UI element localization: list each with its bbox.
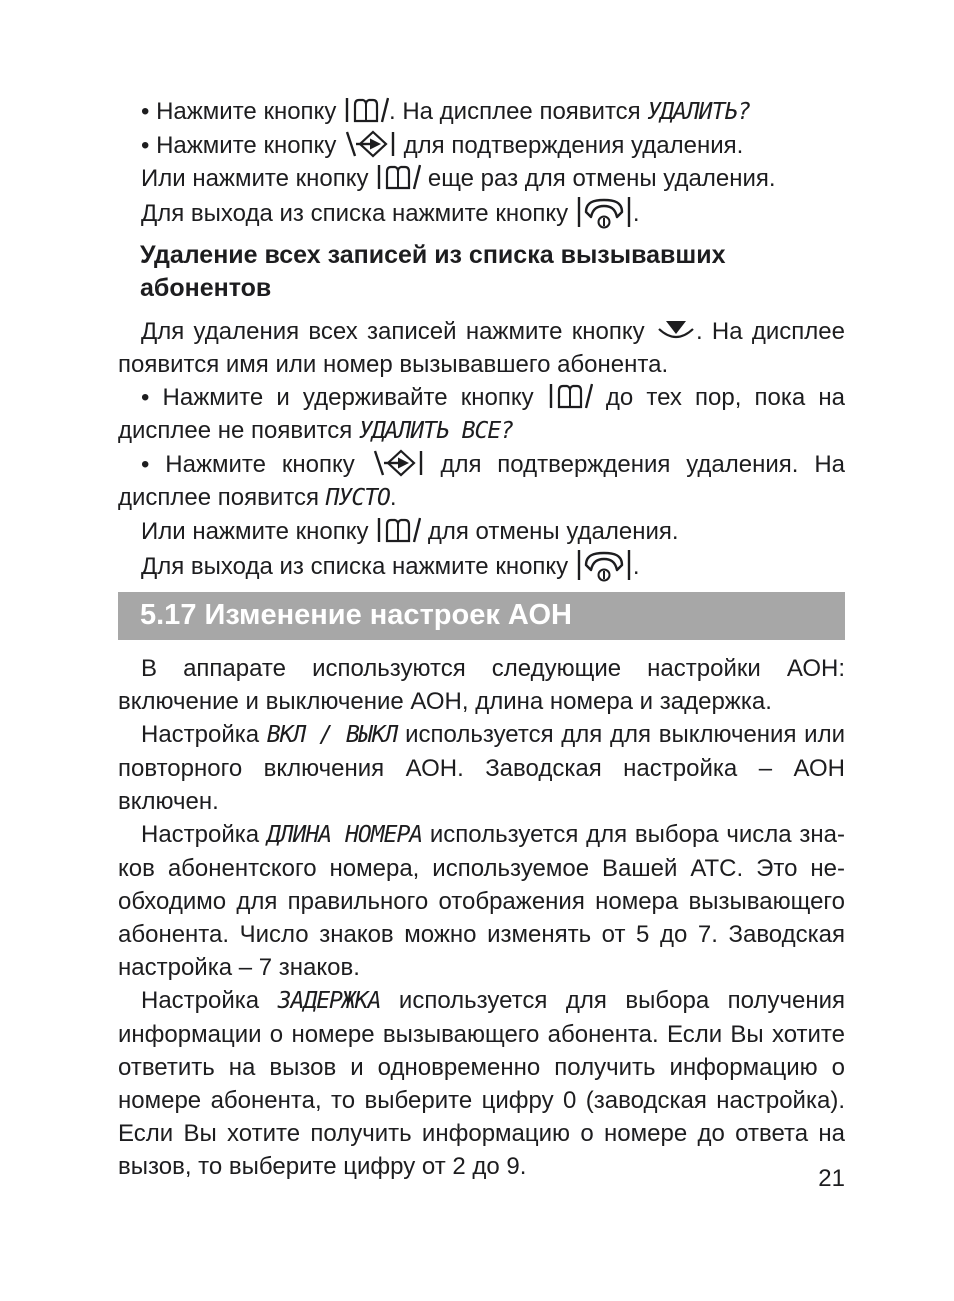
lcd-display-text: ДЛИНА НОМЕРА — [266, 822, 423, 848]
phonebook-key-icon — [375, 515, 421, 545]
lcd-display-text: ВКЛ / ВЫКЛ — [266, 722, 398, 748]
hang-up-key-icon — [575, 195, 633, 231]
paragraph: Настройка ЗАДЕРЖКА используется для выбора получения информации о номере вызывающего абонента. Если Вы хотите ответить на вызов и одновременно получить информацию о номере абонента, то выберите цифру 0 (заводская настройка). Если Вы хотите получить информацию о номере до ответа на вызов, то выберите цифру от 2 до 9. — [118, 987, 845, 1180]
paragraph: Настройка ДЛИНА НОМЕРА используется для выбора числа знаков абонентского номера, используемое Вашей АТС. Это необходимо для правильного отображения номера вызывающего абонента. Число знаков можно изменять от 5 до 7. Заводская настройка – 7 знаков. — [118, 821, 846, 981]
lcd-display-text: ПУСТО — [325, 485, 390, 511]
phonebook-key-icon — [547, 381, 593, 411]
phonebook-key-icon — [375, 162, 421, 192]
lcd-display-text: ЗАДЕРЖКА — [277, 988, 381, 1014]
confirm-key-icon — [371, 448, 425, 478]
down-arrow-key-icon — [654, 317, 696, 343]
paragraph: Или нажмите кнопку для отмены удаления. — [118, 515, 845, 548]
subsection-heading: Удаление всех записей из списка вызывавших абонентов — [140, 241, 726, 302]
document-page-body — [118, 95, 845, 1183]
paragraph: В аппарате используются следующие настройки АОН: включение и выключение АОН, длина номера и задержка. — [118, 655, 845, 715]
page-number: 21 — [818, 1165, 845, 1192]
lcd-display-text: УДАЛИТЬ? — [647, 99, 751, 125]
section-heading-bar: 5.17 Изменение настроек АОН — [118, 592, 845, 640]
document-blocks — [118, 95, 845, 1183]
lcd-display-text: УДАЛИТЬ ВСЕ? — [358, 418, 514, 444]
paragraph: Для выхода из списка нажмите кнопку . — [118, 548, 845, 584]
confirm-key-icon — [343, 129, 397, 159]
paragraph: • Нажмите и удерживайте кнопку до тех пор, пока на дисплее не появится УДАЛИТЬ ВСЕ? — [118, 381, 845, 448]
paragraph: • Нажмите кнопку для подтверждения удаления. На дисплее появится ПУСТО. — [118, 448, 845, 515]
paragraph: Или нажмите кнопку еще раз для отмены удаления. — [118, 162, 845, 195]
paragraph: • Нажмите кнопку . На дисплее появится УДАЛИТЬ? — [118, 95, 845, 129]
paragraph: • Нажмите кнопку для подтверждения удаления. — [118, 129, 845, 162]
paragraph: Для удаления всех записей нажмите кнопку . На дисплее появится имя или номер вызывавшего абонента. — [118, 318, 845, 378]
hang-up-key-icon — [575, 548, 633, 584]
paragraph: Настройка ВКЛ / ВЫКЛ используется для для выключения или повторного включения АОН. Заводская настройка – АОН включен. — [118, 721, 845, 815]
phonebook-key-icon — [343, 95, 389, 125]
paragraph: Для выхода из списка нажмите кнопку . — [118, 195, 845, 231]
